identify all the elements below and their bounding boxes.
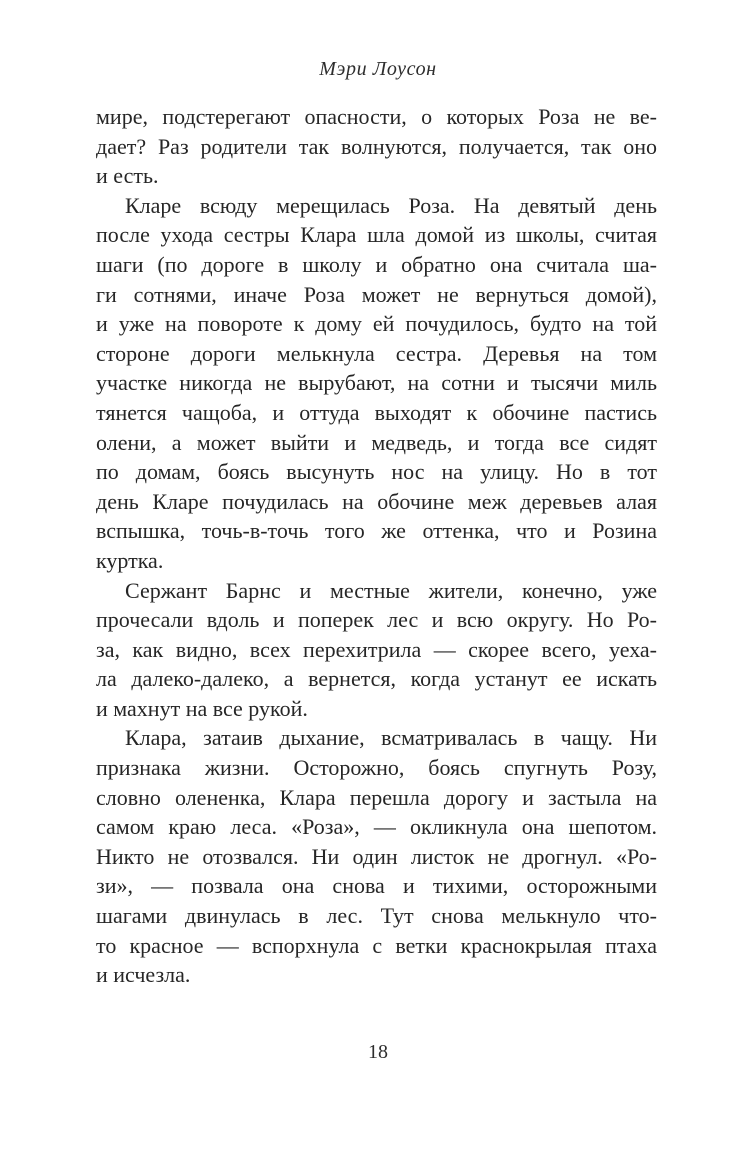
text-line: словно олененка, Клара перешла дорогу и застыла на <box>96 784 657 810</box>
text-line: куртка. <box>96 547 164 573</box>
text-line: Никто не отозвался. Ни один листок не дрогнул. «Ро- <box>96 843 657 869</box>
text-line: по домам, боясь высунуть нос на улицу. Но в тот <box>96 459 657 485</box>
text-line: шагами двинулась в лес. Тут снова мелькнуло что- <box>96 903 657 929</box>
page-body <box>96 102 657 990</box>
text-line: тянется чащоба, и оттуда выходят к обочине пастись <box>96 399 657 425</box>
text-line: Сержант Барнс и местные жители, конечно, уже <box>125 577 657 603</box>
paragraph <box>96 723 657 989</box>
text-line: Клара, затаив дыхание, всматривалась в чащу. Ни <box>125 725 657 751</box>
text-line: и уже на повороте к дому ей почудилось, будто на той <box>96 311 657 337</box>
text-line: зи», — позвала она снова и тихими, осторожными <box>96 873 657 899</box>
paragraph <box>96 576 657 724</box>
text-line: и исчезла. <box>96 962 191 988</box>
text-line: признака жизни. Осторожно, боясь спугнуть Розу, <box>96 755 657 781</box>
text-line: ла далеко-далеко, а вернется, когда устанут ее искать <box>96 666 657 692</box>
text-line: день Кларе почудилась на обочине меж деревьев алая <box>96 488 657 514</box>
paragraph <box>96 191 657 576</box>
text-line: мире, подстерегают опасности, о которых Роза не ве- <box>96 104 657 129</box>
text-line: шаги (по дороге в школу и обратно она считала ша- <box>96 251 657 277</box>
text-line: и есть. <box>96 163 159 189</box>
text-line: Кларе всюду мерещилась Роза. На девятый день <box>125 192 657 218</box>
text-line: ги сотнями, иначе Роза может не вернуться домой), <box>96 281 657 307</box>
text-line: после ухода сестры Клара шла домой из школы, считая <box>96 222 657 248</box>
text-line: прочесали вдоль и поперек лес и всю округу. Но Ро- <box>96 607 657 633</box>
text-line: участке никогда не вырубают, на сотни и тысячи миль <box>96 370 657 396</box>
running-head: Мэри Лоусон <box>319 58 437 80</box>
text-line: олени, а может выйти и медведь, и тогда все сидят <box>96 429 657 455</box>
text-line: и махнут на все рукой. <box>96 695 308 721</box>
text-line: то красное — вспорхнула с ветки краснокрылая птаха <box>96 932 657 958</box>
text-line: стороне дороги мелькнула сестра. Деревья на том <box>96 340 657 366</box>
text-line: дает? Раз родители так волнуются, получается, так оно <box>96 133 657 159</box>
text-line: вспышка, точь-в-точь того же оттенка, что и Розина <box>96 518 657 544</box>
text-line: самом краю леса. «Роза», — окликнула она шепотом. <box>96 814 657 840</box>
text-line: за, как видно, всех перехитрила — скорее всего, уеха- <box>96 636 657 662</box>
page-number: 18 <box>368 1041 388 1063</box>
paragraph <box>96 102 657 191</box>
